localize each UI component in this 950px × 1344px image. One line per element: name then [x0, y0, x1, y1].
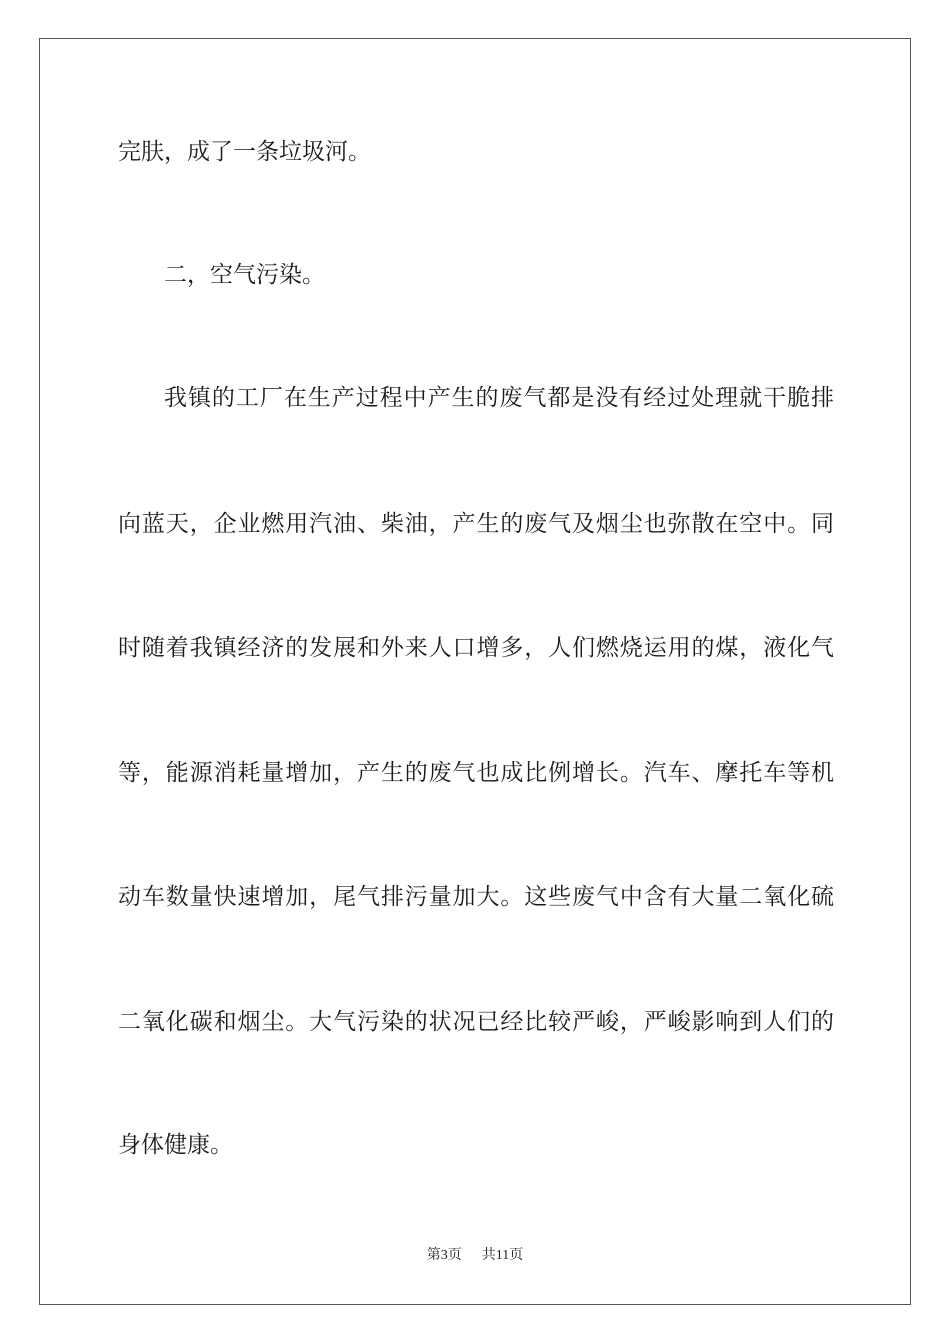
page-number: 第3页: [426, 1248, 462, 1263]
paragraph-line-9: 身体健康。: [118, 1132, 233, 1158]
paragraph-line-3: 我镇的工厂在生产过程中产生的废气都是没有经过处理就干脆排: [164, 385, 834, 411]
page-total: 共11页: [481, 1248, 524, 1263]
section-heading-air-pollution: 二，空气污染。: [164, 262, 325, 288]
paragraph-line-7: 动车数量快速增加，尾气排污量加大。这些废气中含有大量二氧化硫: [118, 884, 834, 910]
paragraph-line-8: 二氧化碳和烟尘。大气污染的状况已经比较严峻，严峻影响到人们的: [118, 1009, 834, 1035]
paragraph-line-4: 向蓝天，企业燃用汽油、柴油，产生的废气及烟尘也弥散在空中。同: [118, 511, 834, 537]
page-footer: [0, 1244, 950, 1264]
paragraph-line-5: 时随着我镇经济的发展和外来人口增多，人们燃烧运用的煤，液化气: [118, 635, 834, 661]
paragraph-line-1: 完肤，成了一条垃圾河。: [118, 139, 371, 165]
paragraph-line-6: 等，能源消耗量增加，产生的废气也成比例增长。汽车、摩托车等机: [118, 760, 834, 786]
page-border: [39, 38, 911, 1305]
